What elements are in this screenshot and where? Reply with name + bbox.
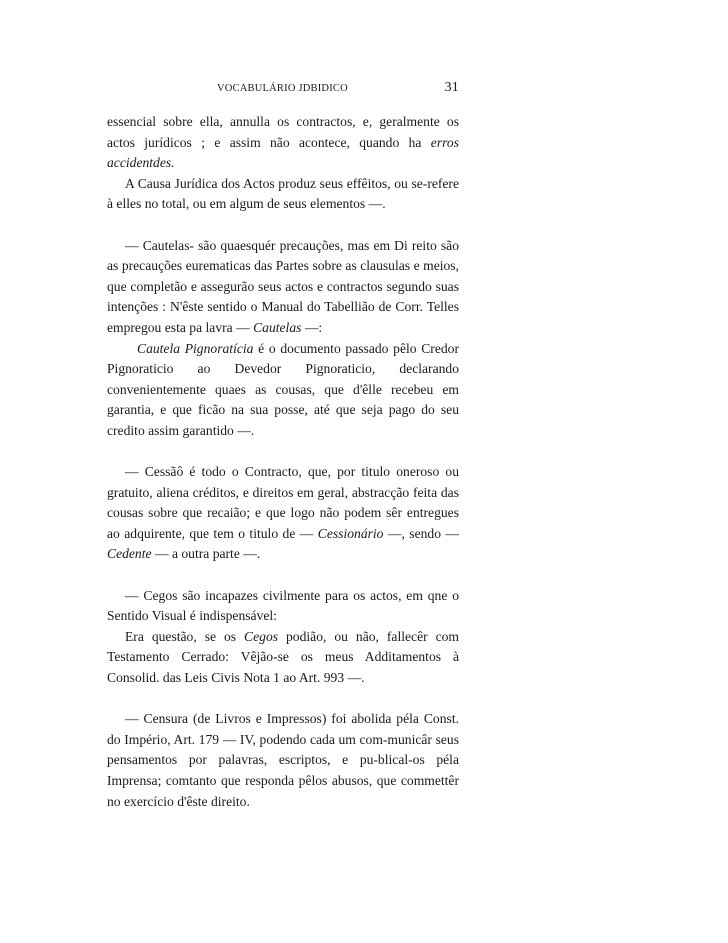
- body-text: [107, 112, 459, 812]
- paragraph-causa-juridica: A Causa Jurídica dos Actos produz seus effêitos, ou se-refere à elles no total, ou em algum de seus elementos —.: [107, 175, 459, 212]
- page: [107, 78, 459, 812]
- paragraph-cegos: — Cegos são incapazes civilmente para os actos, em qne o Sentido Visual é indispensável:: [107, 587, 459, 624]
- running-title: VOCABULÁRIO JDBIDICO: [217, 83, 348, 94]
- page-number: 31: [444, 80, 459, 95]
- paragraph-cessao: — Cessãô é todo o Contracto, que, por titulo oneroso ou gratuito, aliena créditos, e direitos em geral, abstracção feita das cousas sobre que recaião; e que logo não podem sêr entregues ao adquirente, que tem o titulo de — Cessionário —, sendo — Cedente — a outra parte —.: [107, 464, 459, 562]
- paragraph-essencial: essencial sobre ella, annulla os contractos, e, geralmente os actos jurídicos ; e assim não acontece, quando ha erros accidentdes.: [107, 114, 459, 171]
- paragraph-censura: — Censura (de Livros e Impressos) foi abolida péla Const. do Império, Art. 179 — IV, podendo cada um com-municâr seus pensamentos por palavras, escriptos, e pu-blical-os péla Imprensa; comtanto que responda pêlos abusos, que commettêr no exercício d'êste direito.: [107, 711, 459, 809]
- paragraph-cautela-pignoraticia: Cautela Pignoratícia é o documento passado pêlo Credor Pignoraticio ao Devedor Pignoraticio, declarando convenientemente quaes as cousas, que d'êlle recebeu em garantia, e que ficão na sua posse, até que seja pago do seu credito assim garantido —.: [107, 340, 459, 438]
- paragraph-era-questao: Era questão, se os Cegos podião, ou não, fallecêr com Testamento Cerrado: Vêjão-se os meus Additamentos à Consolid. das Leis Civis Nota 1 ao Art. 993 —.: [107, 628, 459, 686]
- page-header: [107, 78, 459, 100]
- paragraph-cautelas: — Cautelas- são quaesquér precauções, mas em Di reito são as precauções eurematicas das Partes sobre as clausulas e meios, que completão e assegurão seus actos e contractos segundo suas intenções : N'êste sentido o Manual do Tabellião de Corr. Telles empregou esta pa lavra — Cautelas —:: [107, 237, 459, 335]
